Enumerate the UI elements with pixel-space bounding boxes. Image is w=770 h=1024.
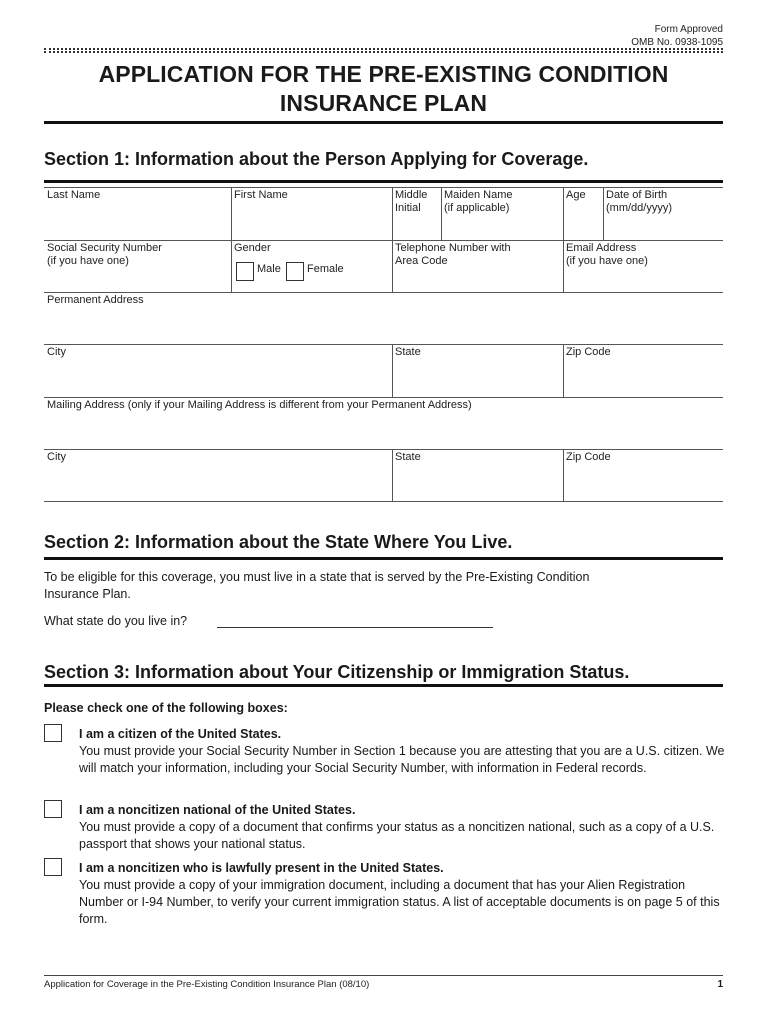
citizen-option <box>79 726 729 777</box>
phone-label-2: Area Code <box>395 255 448 267</box>
mailing-zip-label: Zip Code <box>566 451 611 463</box>
first-name-label: First Name <box>234 189 288 201</box>
dob-label-2: (mm/dd/yyyy) <box>606 202 672 214</box>
section3-instruction: Please check one of the following boxes: <box>44 701 288 715</box>
city-label: City <box>47 346 66 358</box>
last-name-label: Last Name <box>47 189 101 201</box>
ssn-label: Social Security Number <box>47 242 162 254</box>
section2-paragraph-line-1: To be eligible for this coverage, you must live in a state that is served by the Pre-Existing Condition <box>44 570 590 584</box>
section3-rule <box>44 684 723 687</box>
header-rule-2 <box>44 51 723 53</box>
dob-label: Date of Birth <box>606 189 668 201</box>
state-question: What state do you live in? <box>44 614 188 628</box>
phone-field[interactable] <box>392 240 563 292</box>
header-rule <box>44 48 723 50</box>
maiden-name-field[interactable] <box>441 187 563 240</box>
state-label: State <box>395 346 421 358</box>
noncitizen-national-option-text: You must provide a copy of a document that confirms your status as a noncitizen national, such as a copy of a U.S. passport that shows your national status. <box>79 820 715 851</box>
footer-text: Application for Coverage in the Pre-Existing Condition Insurance Plan (08/10) <box>44 979 370 990</box>
mailing-address-label: Mailing Address (only if your Mailing Address is different from your Permanent Address) <box>47 399 472 411</box>
female-label: Female <box>307 263 344 275</box>
section2-paragraph-line-2: Insurance Plan. <box>44 587 131 601</box>
form-title <box>44 60 723 118</box>
citizen-option-label: I am a citizen of the United States. <box>79 727 282 741</box>
section3-heading: Section 3: Information about Your Citizenship or Immigration Status. <box>44 662 630 682</box>
email-label-2: (if you have one) <box>566 255 648 267</box>
city-field[interactable] <box>44 344 392 397</box>
lawfully-present-option-text: You must provide a copy of your immigration document, including a document that has your Alien Registration Number or I-94 Number, to verify your current immigration status. A list of acceptable documents is on page 5 of this form. <box>79 878 720 926</box>
mailing-address-field[interactable] <box>44 397 723 449</box>
state-field[interactable] <box>392 344 563 397</box>
section2-rule <box>44 557 723 560</box>
omb-number: OMB No. 0938-1095 <box>631 37 723 48</box>
first-name-field[interactable] <box>231 187 392 240</box>
form-approved-text: Form Approved <box>654 24 723 35</box>
noncitizen-national-option-label: I am a noncitizen national of the United States. <box>79 803 356 817</box>
noncitizen-national-option <box>79 802 729 853</box>
citizen-option-text: You must provide your Social Security Number in Section 1 because you are attesting that you are a U.S. citizen. We will match your information, including your Social Security Number, with information in Federal records. <box>79 744 725 775</box>
footer-rule <box>44 975 723 976</box>
email-field[interactable] <box>563 240 723 292</box>
age-field[interactable] <box>563 187 603 240</box>
last-name-field[interactable] <box>44 187 231 240</box>
ssn-field[interactable] <box>44 240 231 292</box>
grid-line <box>44 501 723 502</box>
mailing-zip-field[interactable] <box>563 449 723 501</box>
zip-label: Zip Code <box>566 346 611 358</box>
phone-label: Telephone Number with <box>395 242 511 254</box>
mailing-city-field[interactable] <box>44 449 392 501</box>
page-number: 1 <box>717 979 723 990</box>
email-label: Email Address <box>566 242 637 254</box>
lawfully-present-option-label: I am a noncitizen who is lawfully present in the United States. <box>79 861 444 875</box>
noncitizen-national-checkbox[interactable] <box>44 800 62 818</box>
section2-heading: Section 2: Information about the State Where You Live. <box>44 532 513 552</box>
female-checkbox[interactable] <box>286 262 304 281</box>
maiden-name-label: Maiden Name <box>444 189 513 201</box>
mailing-state-label: State <box>395 451 421 463</box>
permanent-address-label: Permanent Address <box>47 294 144 306</box>
dob-field[interactable] <box>603 187 723 240</box>
maiden-name-label-2: (if applicable) <box>444 202 510 214</box>
middle-initial-field[interactable] <box>392 187 441 240</box>
zip-field[interactable] <box>563 344 723 397</box>
title-line-1: APPLICATION FOR THE PRE-EXISTING CONDITION <box>98 61 669 87</box>
lawfully-present-checkbox[interactable] <box>44 858 62 876</box>
ssn-label-2: (if you have one) <box>47 255 129 267</box>
male-checkbox[interactable] <box>236 262 254 281</box>
omb-block <box>631 23 723 49</box>
citizen-checkbox[interactable] <box>44 724 62 742</box>
mailing-city-label: City <box>47 451 66 463</box>
mailing-state-field[interactable] <box>392 449 563 501</box>
male-label: Male <box>257 263 281 275</box>
lawfully-present-option <box>79 860 729 928</box>
title-rule <box>44 121 723 124</box>
title-line-2: INSURANCE PLAN <box>279 90 488 116</box>
middle-initial-label-2: Initial <box>395 202 421 214</box>
middle-initial-label: Middle <box>395 189 428 201</box>
state-answer-line[interactable] <box>217 627 493 642</box>
section1-heading: Section 1: Information about the Person Applying for Coverage. <box>44 149 589 169</box>
gender-label: Gender <box>234 242 271 254</box>
section1-rule <box>44 180 723 183</box>
permanent-address-field[interactable] <box>44 292 723 344</box>
section2-paragraph <box>44 569 589 603</box>
age-label: Age <box>566 189 586 201</box>
